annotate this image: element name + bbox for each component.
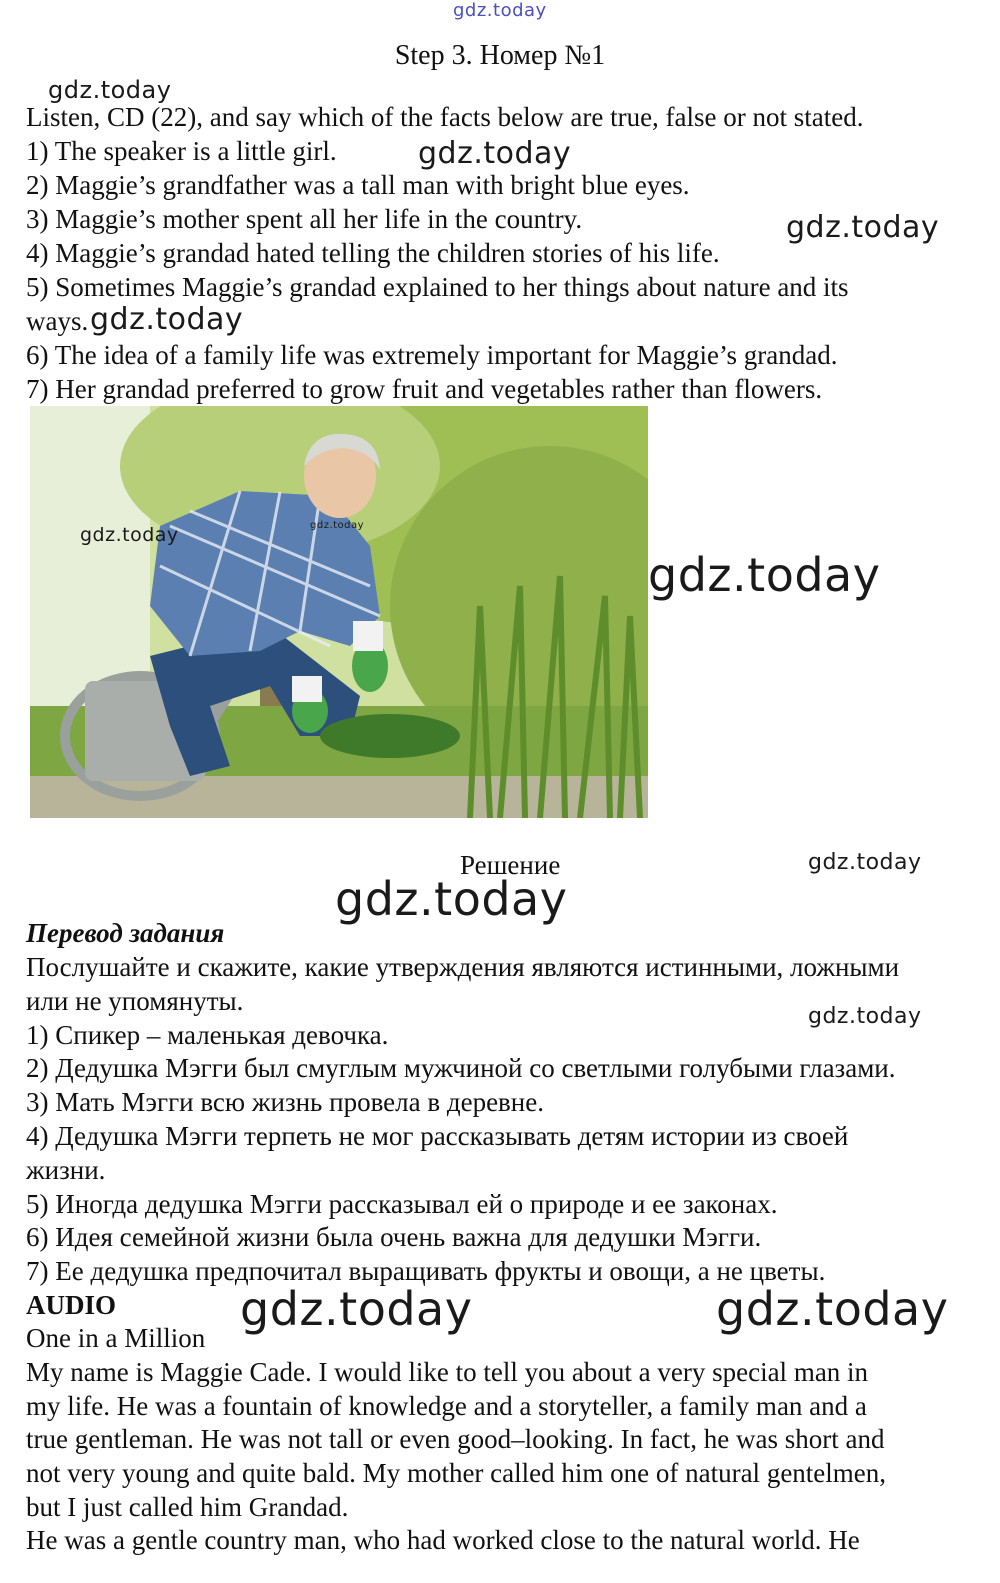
translation-line: или не упомянуты. [26, 986, 244, 1016]
gardener-photo [30, 406, 648, 818]
task-item: 5) Sometimes Maggie’s grandad explained to her things about nature and its [26, 272, 849, 302]
audio-heading: AUDIO [26, 1290, 117, 1320]
audio-line: true gentleman. He was not tall or even good–looking. In fact, he was short and [26, 1424, 885, 1454]
watermark: gdz.today [310, 520, 365, 531]
audio-line: but I just called him Grandad. [26, 1492, 349, 1522]
watermark-top: gdz.today [453, 0, 547, 21]
watermark: gdz.today [90, 302, 244, 337]
watermark: gdz.today [335, 872, 568, 926]
watermark: gdz.today [80, 524, 179, 546]
translation-line: Послушайте и скажите, какие утверждения являются истинными, ложными [26, 952, 900, 982]
watermark: gdz.today [240, 1282, 473, 1336]
translation-line: 7) Ее дедушка предпочитал выращивать фрукты и овощи, а не цветы. [26, 1256, 826, 1286]
watermark: gdz.today [418, 136, 572, 171]
translation-line: 2) Дедушка Мэгги был смуглым мужчиной со светлыми голубыми глазами. [26, 1053, 896, 1083]
translation-line: 6) Идея семейной жизни была очень важна для дедушки Мэгги. [26, 1222, 762, 1252]
watermark: gdz.today [808, 1004, 922, 1029]
audio-subtitle: One in a Million [26, 1323, 206, 1353]
task-item: 7) Her grandad preferred to grow fruit and vegetables rather than flowers. [26, 374, 823, 404]
task-item: 3) Maggie’s mother spent all her life in the country. [26, 204, 583, 234]
audio-line: My name is Maggie Cade. I would like to tell you about a very special man in [26, 1357, 869, 1387]
translation-line: 3) Мать Мэгги всю жизнь провела в деревне. [26, 1087, 544, 1117]
watermark: gdz.today [716, 1282, 949, 1336]
task-item: 2) Maggie’s grandfather was a tall man with bright blue eyes. [26, 170, 690, 200]
task-item: 1) The speaker is a little girl. [26, 136, 337, 166]
watermark: gdz.today [648, 548, 881, 602]
page-title: Step 3. Номер №1 [394, 40, 606, 71]
audio-line: not very young and quite bald. My mother called him one of natural gentelmen, [26, 1458, 887, 1488]
task-item: ways. [26, 306, 89, 336]
task-item: 4) Maggie’s grandad hated telling the children stories of his life. [26, 238, 720, 268]
translation-line: жизни. [26, 1155, 106, 1185]
task-instruction: Listen, CD (22), and say which of the facts below are true, false or not stated. [26, 102, 864, 132]
audio-line: my life. He was a fountain of knowledge and a storyteller, a family man and a [26, 1391, 867, 1421]
watermark: gdz.today [808, 850, 922, 875]
task-item: 6) The idea of a family life was extremely important for Maggie’s grandad. [26, 340, 838, 370]
translation-heading: Перевод задания [26, 918, 225, 948]
translation-line: 5) Иногда дедушка Мэгги рассказывал ей о природе и ее законах. [26, 1189, 778, 1219]
watermark: gdz.today [48, 76, 172, 104]
watermark: gdz.today [786, 210, 940, 245]
audio-line: He was a gentle country man, who had worked close to the natural world. He [26, 1525, 860, 1555]
translation-line: 1) Спикер – маленькая девочка. [26, 1020, 389, 1050]
solution-label: Решение [460, 850, 561, 880]
translation-line: 4) Дедушка Мэгги терпеть не мог рассказывать детям истории из своей [26, 1121, 849, 1151]
